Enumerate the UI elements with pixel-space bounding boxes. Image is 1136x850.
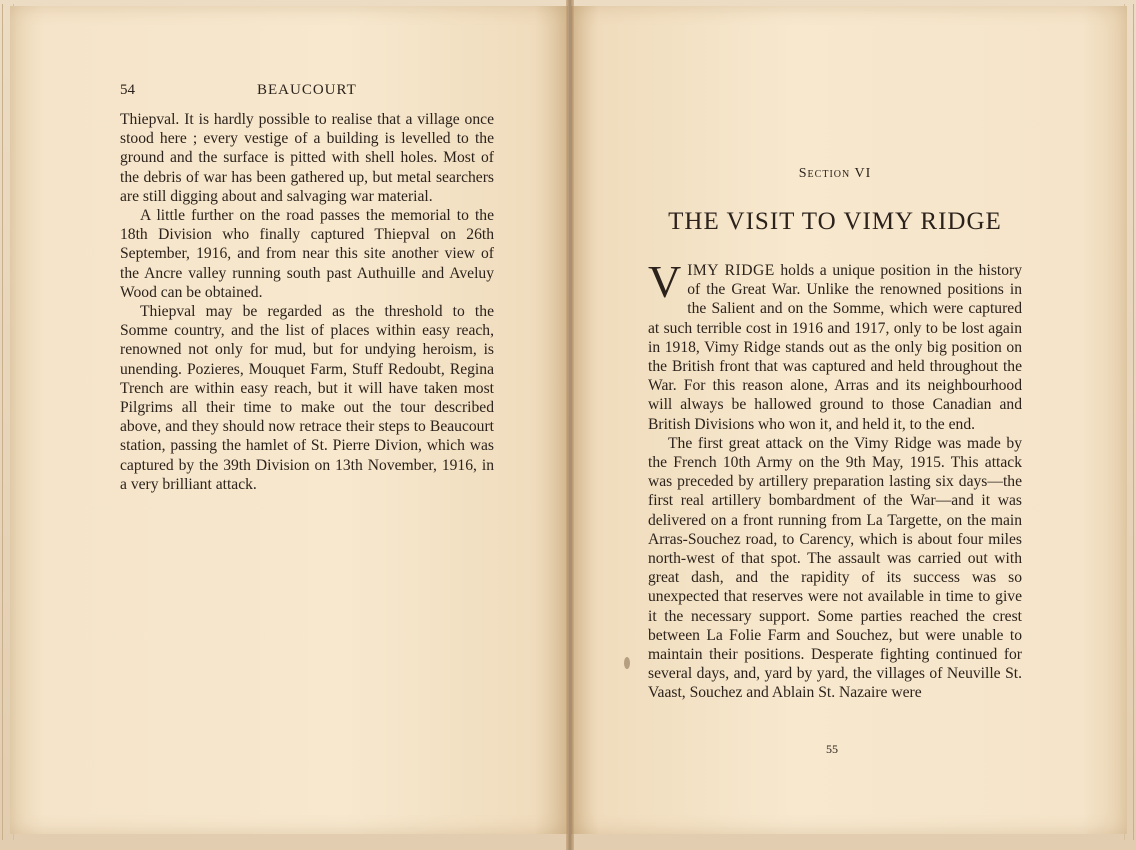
right-paragraph-1 [648, 256, 1023, 434]
running-head: BEAUCOURT [257, 82, 357, 98]
left-page-body [120, 110, 494, 494]
section-label: Section VI [798, 166, 872, 181]
right-page-body [648, 256, 1023, 703]
drop-cap: V [648, 256, 682, 307]
book-gutter [566, 0, 574, 850]
right-paragraph-2: The first great attack on the Vimy Ridge was made by the French 10th Army on the 9th May, 1915. This attack was preceded by artillery preparation lasting six days—the first real artillery bombardment of the War—and it was delivered on a front running from La Targette, on the main Arras-Souchez road, to Carency, which is about four miles north-west of that spot. The assault was carried out with great dash, and the rapidity of its success was so unexpected that reserves were not available in time to give it the necessary support. Some parties reached the crest between La Folie Farm and Souchez, but were unable to maintain their positions. Desperate fighting continued for several days, and, yard by yard, the villages of Neuville St. Vaast, Souchez and Ablain St. Nazaire were [648, 434, 1022, 702]
left-paragraph-1: Thiepval. It is hardly possible to realise that a village once stood here ; every vestige of a building is levelled to the ground and the surface is pitted with shell holes. Most of the debris of war has been gathered up, but metal searchers are still digging about and salvaging war material. [120, 111, 494, 205]
chapter-title: THE VISIT TO VIMY RIDGE [668, 208, 1002, 235]
lead-small-caps: IMY RIDGE [687, 262, 775, 279]
left-paragraph-3: Thiepval may be regarded as the threshold to the Somme country, and the list of places within easy reach, renowned not only for mud, but for undying heroism, is unending. Pozieres, Mouquet Farm, Stuff Redoubt, Regina Trench are within easy reach, but it will have taken most Pilgrims all their time to make out the tour described above, and they should now retrace their steps to Beaucourt station, passing the hamlet of St. Pierre Divion, which was captured by the 39th Division on 13th November, 1916, in a very brilliant attack. [120, 303, 494, 493]
right-paragraph-1-text: holds a unique position in the history of the Great War. Unlike the renowned positions in the Salient and on the Somme, which were captured at such terrible cost in 1916 and 1917, only to be lost again in 1918, Vimy Ridge stands out as the only big position on the British front that was captured and held throughout the War. For this reason alone, Arras and its neighbourhood will always be hallowed ground to those Canadian and British Divisions who won it, and held it, to the end. [648, 262, 1023, 433]
ink-smudge [624, 657, 630, 669]
left-paragraph-2: A little further on the road passes the memorial to the 18th Division who finally captured Thiepval on 26th September, 1916, and from near this site another view of the Ancre valley running south past Authuille and Aveluy Wood can be obtained. [120, 207, 494, 301]
right-page-number: 55 [826, 742, 838, 756]
left-page-number: 54 [120, 82, 135, 98]
